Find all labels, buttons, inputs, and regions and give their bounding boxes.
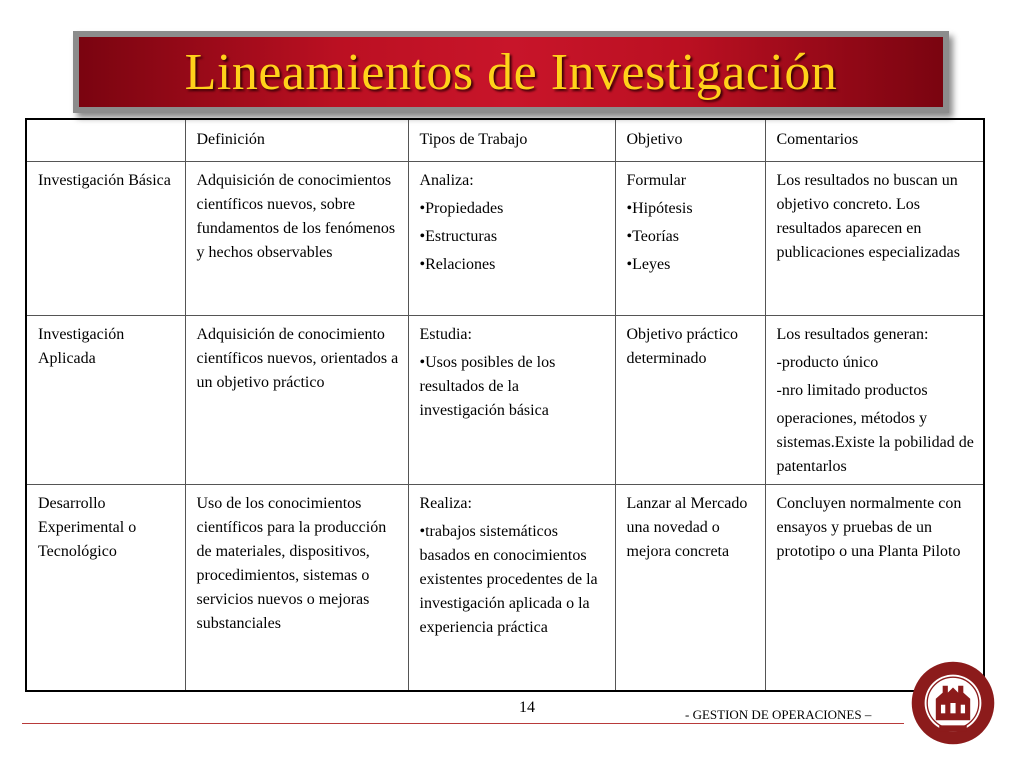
row-name: Investigación Aplicada xyxy=(26,315,185,484)
research-guidelines-table xyxy=(25,118,985,692)
row-comments xyxy=(765,315,984,484)
objective-item: •Hipótesis xyxy=(626,199,693,217)
title-frame xyxy=(73,31,949,113)
row-objective xyxy=(615,161,765,315)
header-comentarios: Comentarios xyxy=(765,119,984,161)
row-comments: Concluyen normalmente con ensayos y pruebas de un prototipo o una Planta Piloto xyxy=(765,484,984,691)
table-row xyxy=(26,161,984,315)
row-objective: Lanzar al Mercado una novedad o mejora concreta xyxy=(615,484,765,691)
footer-divider xyxy=(22,723,904,724)
comments-item: -nro limitado productos xyxy=(776,381,928,399)
work-item: •Propiedades xyxy=(419,199,504,217)
row-work-types xyxy=(408,161,615,315)
work-lead: Analiza: xyxy=(419,171,474,189)
row-definition: Adquisición de conocimiento científicos nuevos, orientados a un objetivo práctico xyxy=(185,315,408,484)
row-name: Investigación Básica xyxy=(26,161,185,315)
objective-lead: Formular xyxy=(626,171,687,189)
comments-item: -producto único xyxy=(776,353,879,371)
row-objective: Objetivo práctico determinado xyxy=(615,315,765,484)
header-objetivo: Objetivo xyxy=(615,119,765,161)
row-name: Desarrollo Experimental o Tecnológico xyxy=(26,484,185,691)
row-comments: Los resultados no buscan un objetivo concreto. Los resultados aparecen en publicaciones especializadas xyxy=(765,161,984,315)
comments-lead: Los resultados generan: xyxy=(776,325,929,343)
row-work-types xyxy=(408,484,615,691)
header-tipos-de-trabajo: Tipos de Trabajo xyxy=(408,119,615,161)
row-definition: Adquisición de conocimientos científicos nuevos, sobre fundamentos de los fenómenos y hechos observables xyxy=(185,161,408,315)
work-lead: Estudia: xyxy=(419,325,472,343)
table-row xyxy=(26,484,984,691)
comments-item: operaciones, métodos y sistemas.Existe la pobilidad de patentarlos xyxy=(776,409,974,475)
footer-caption: - GESTION DE OPERACIONES – xyxy=(685,707,872,722)
table-header-row xyxy=(26,119,984,161)
work-item: •Relaciones xyxy=(419,255,496,273)
objective-item: •Leyes xyxy=(626,255,671,273)
header-cell-empty xyxy=(26,119,185,161)
row-definition: Uso de los conocimientos científicos para la producción de materiales, dispositivos, procedimientos, sistemas o servicios nuevos o mejoras substanciales xyxy=(185,484,408,691)
work-item: •trabajos sistemáticos basados en conocimientos existentes procedentes de la investigación aplicada o la experiencia práctica xyxy=(419,522,598,636)
work-lead: Realiza: xyxy=(419,494,472,512)
work-item: •Estructuras xyxy=(419,227,498,245)
university-seal-icon xyxy=(910,660,996,746)
objective-item: •Teorías xyxy=(626,227,679,245)
table-row xyxy=(26,315,984,484)
title-bar xyxy=(79,37,943,107)
row-work-types xyxy=(408,315,615,484)
header-definicion: Definición xyxy=(185,119,408,161)
work-item: •Usos posibles de los resultados de la investigación básica xyxy=(419,353,556,419)
slide-title: Lineamientos de Investigación xyxy=(184,43,838,101)
page-number: 14 xyxy=(519,699,535,716)
